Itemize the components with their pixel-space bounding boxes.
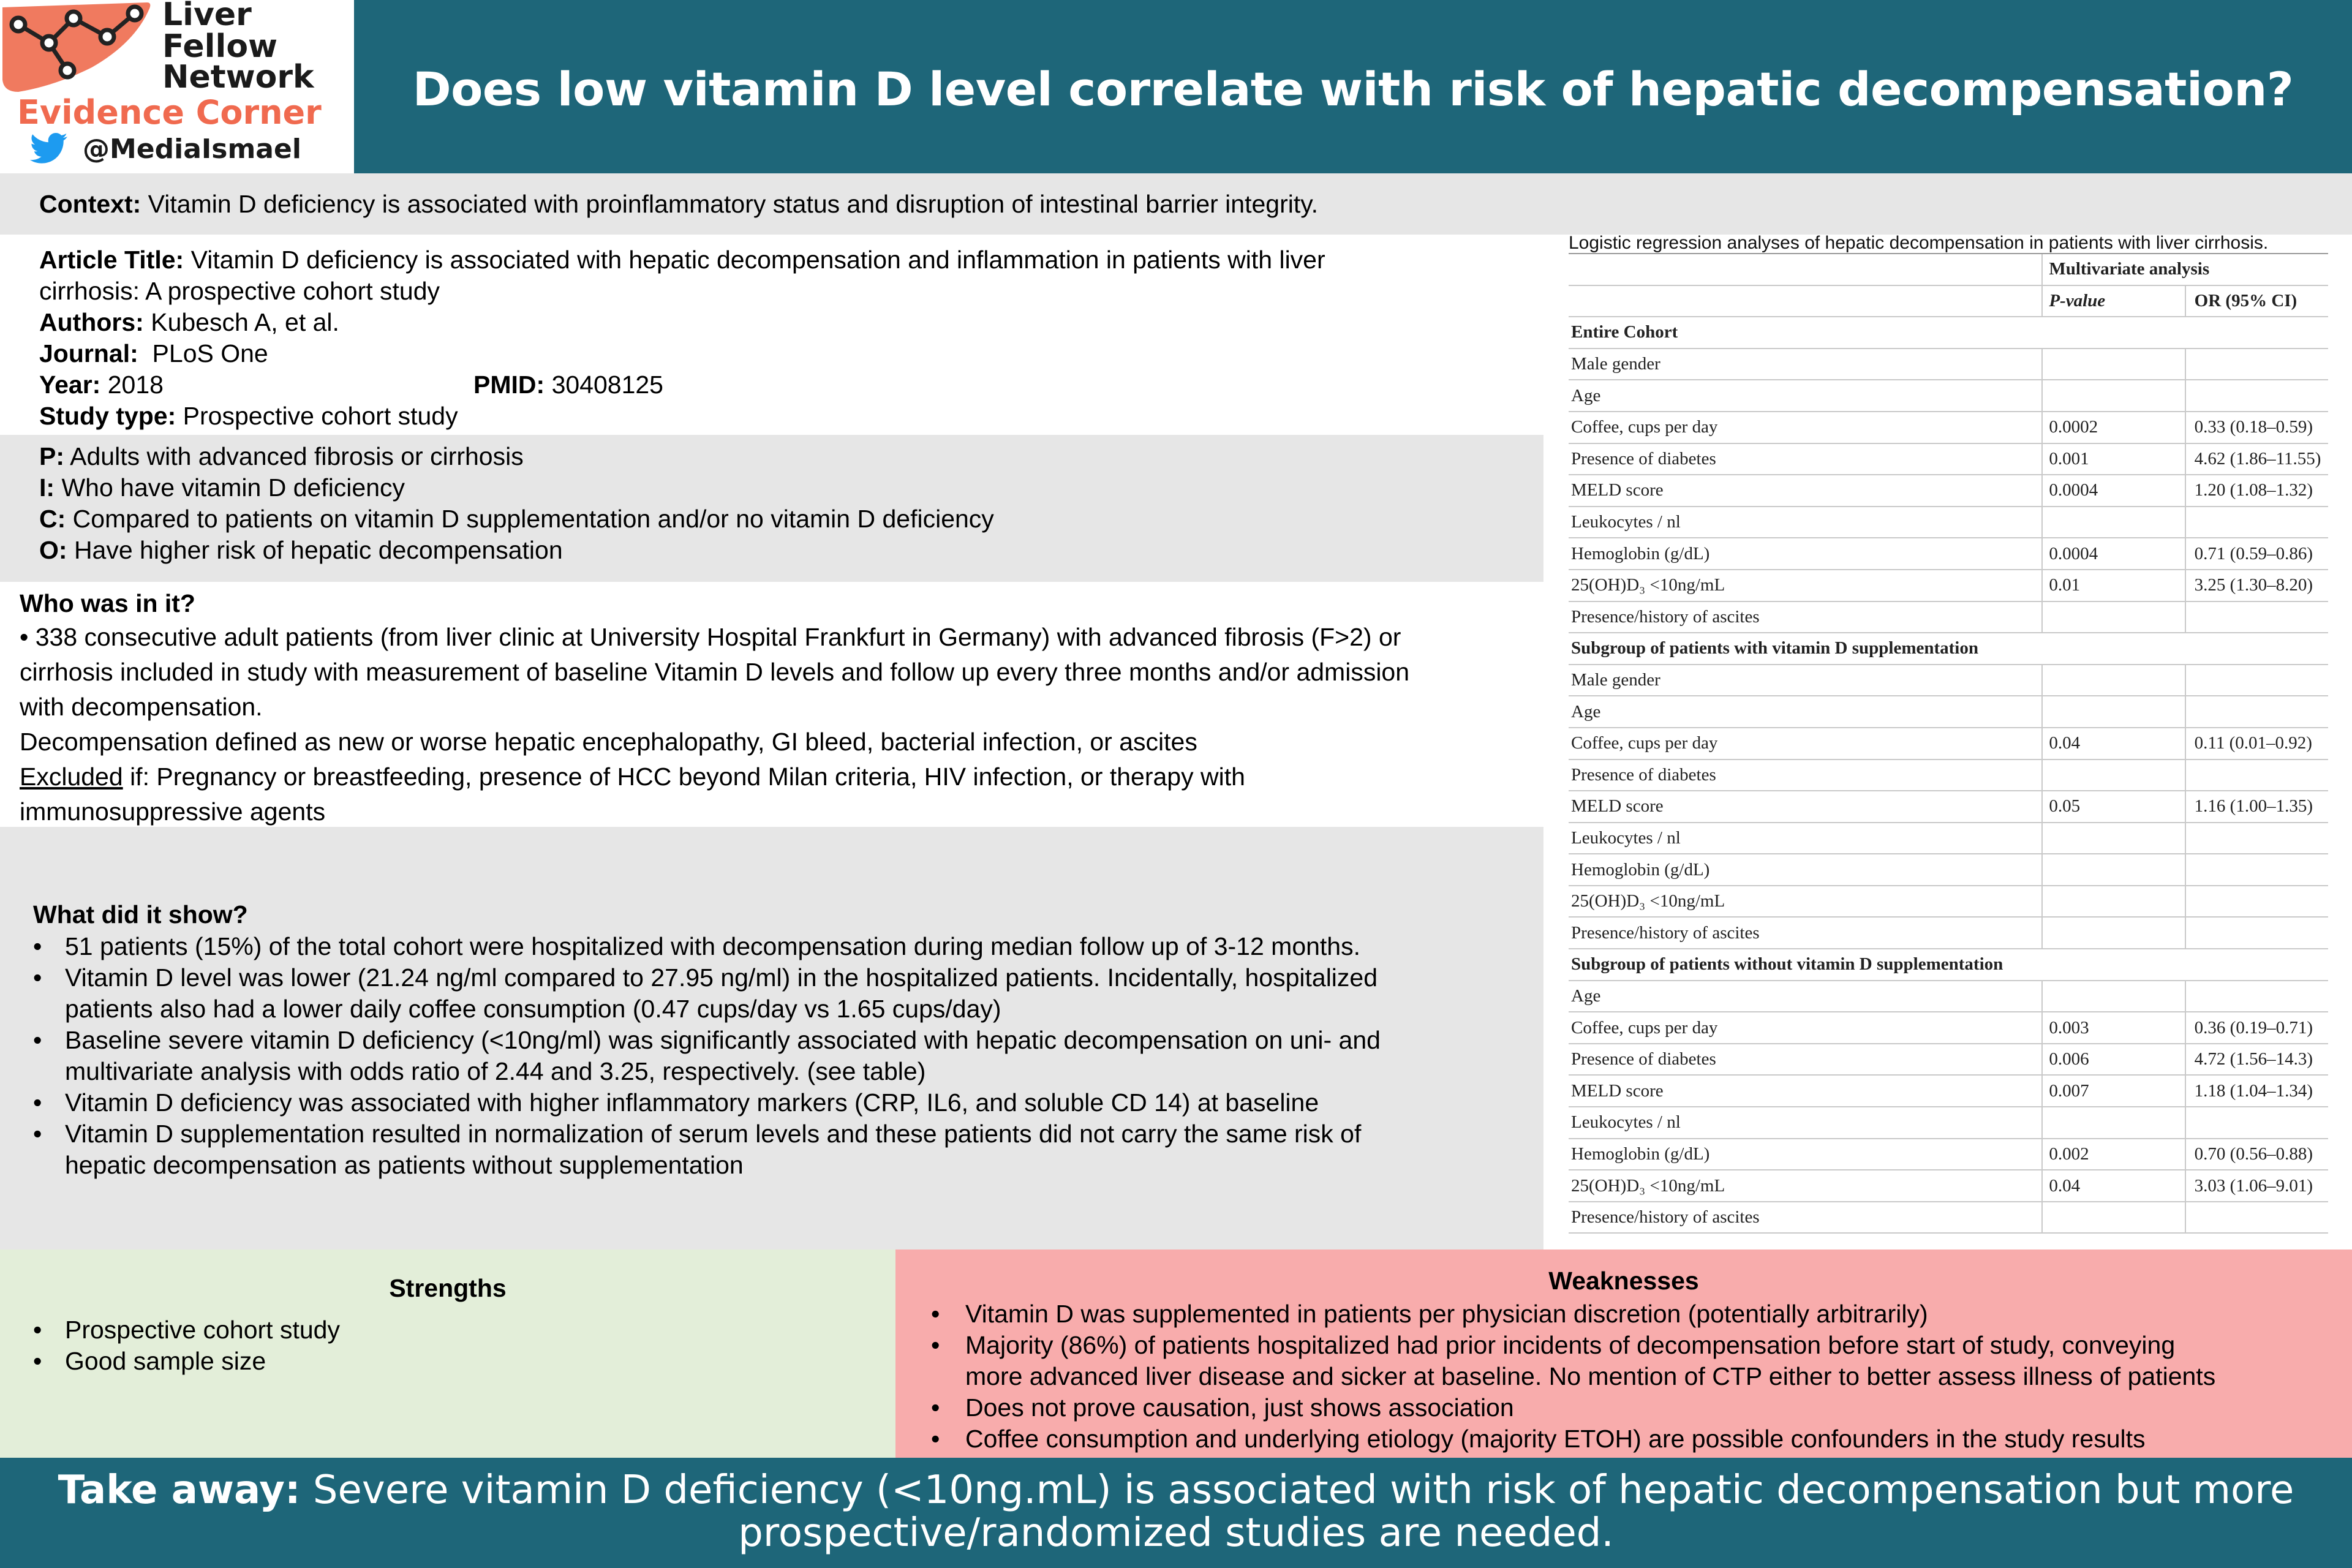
or-cell: 0.33 (0.18–0.59): [2185, 412, 2328, 443]
p-value-cell: [2042, 760, 2185, 791]
table-row: [1569, 1202, 2328, 1234]
row-label: Leukocytes / nl: [1569, 1107, 2042, 1139]
row-label: MELD score: [1569, 475, 2042, 507]
p-value-cell: [2042, 886, 2185, 918]
row-label: MELD score: [1569, 1075, 2042, 1107]
or-cell: [2185, 665, 2328, 696]
table-header-row: [1569, 254, 2328, 285]
who-line-2: cirrhosis included in study with measurement of baseline Vitamin D levels and follow up every three months and/or admission: [20, 658, 1410, 686]
who-line-4: Decompensation defined as new or worse hepatic encephalopathy, GI bleed, bacterial infection, or ascites: [20, 728, 1197, 756]
pico-o-label: O:: [39, 536, 67, 564]
table-header-group: Multivariate analysis: [2042, 254, 2328, 285]
or-cell: 1.16 (1.00–1.35): [2185, 791, 2328, 823]
article-title-label: Article Title:: [39, 246, 184, 274]
bullet-dot: •: [33, 1088, 42, 1117]
section-label: Entire Cohort: [1569, 317, 2328, 349]
or-cell: [2185, 349, 2328, 380]
result-item-line: patients also had a lower daily coffee consumption (0.47 cups/day vs 1.65 cups/day): [65, 995, 1001, 1023]
table-row: [1569, 1012, 2328, 1044]
regression-table: [1569, 253, 2328, 1234]
pico-i-label: I:: [39, 473, 55, 502]
table-row: [1569, 443, 2328, 475]
weakness-item-line: more advanced liver disease and sicker at baseline. No mention of CTP either to better assess illness of patients: [965, 1362, 2216, 1390]
or-cell: 4.72 (1.56–14.3): [2185, 1044, 2328, 1076]
row-label: Coffee, cups per day: [1569, 412, 2042, 443]
table-row: [1569, 791, 2328, 823]
context-section: [0, 173, 2352, 235]
authors-value: Kubesch A, et al.: [151, 308, 339, 336]
table-row: [1569, 570, 2328, 601]
row-label: 25(OH)D₃ <10ng/mL: [1569, 570, 2042, 601]
authors-label: Authors:: [39, 308, 144, 336]
result-item-line: Vitamin D level was lower (21.24 ng/ml compared to 27.95 ng/ml) in the hospitalized patients. Incidentally, hospitalized: [65, 963, 1378, 992]
table-row: [1569, 1075, 2328, 1107]
row-label: MELD score: [1569, 791, 2042, 823]
p-value-cell: 0.0004: [2042, 475, 2185, 507]
table-row: [1569, 1170, 2328, 1202]
or-cell: [2185, 917, 2328, 949]
table-row: [1569, 380, 2328, 412]
result-item-line: Vitamin D deficiency was associated with higher inflammatory markers (CRP, IL6, and soluble CD 14) at baseline: [65, 1088, 1319, 1117]
row-label: Hemoglobin (g/dL): [1569, 1139, 2042, 1170]
row-label: Presence of diabetes: [1569, 443, 2042, 475]
row-label: Male gender: [1569, 349, 2042, 380]
who-line-5: if: Pregnancy or breastfeeding, presence of HCC beyond Milan criteria, HIV infection, or therapy with: [123, 763, 1245, 791]
article-title-line2: cirrhosis: A prospective cohort study: [39, 277, 440, 305]
bullet-dot: •: [33, 963, 42, 992]
col-or: OR (95% CI): [2185, 285, 2328, 317]
or-cell: [2185, 380, 2328, 412]
pico-o-text: Have higher risk of hepatic decompensation: [74, 536, 563, 564]
or-cell: [2185, 823, 2328, 854]
bullet-dot: •: [33, 1316, 42, 1344]
logo-text-network: Network: [162, 59, 314, 96]
context-label: Context:: [39, 190, 141, 218]
pico-c-text: Compared to patients on vitamin D supplementation and/or no vitamin D deficiency: [72, 505, 994, 533]
journal-value: PLoS One: [152, 339, 268, 368]
logo-text-fellow: Fellow: [162, 28, 278, 65]
or-cell: [2185, 1107, 2328, 1139]
section-label: Subgroup of patients with vitamin D supplementation: [1569, 633, 2328, 665]
or-cell: [2185, 981, 2328, 1012]
takeaway-line1: Severe vitamin D deficiency (<10ng.mL) is associated with risk of hepatic decompensation but more: [300, 1468, 2294, 1513]
pmid-label: PMID:: [473, 371, 545, 399]
row-label: Presence/history of ascites: [1569, 1202, 2042, 1234]
who-line-1: • 338 consecutive adult patients (from liver clinic at University Hospital Frankfurt in Germany) with advanced fibrosis (F>2) or: [20, 623, 1401, 651]
p-value-cell: 0.0004: [2042, 538, 2185, 570]
p-value-cell: [2042, 507, 2185, 538]
p-value-cell: [2042, 1202, 2185, 1234]
row-label: Age: [1569, 981, 2042, 1012]
table-section-row: [1569, 949, 2328, 981]
journal-label: Journal:: [39, 339, 138, 368]
bullet-dot: •: [33, 932, 42, 960]
excluded-label: Excluded: [20, 763, 123, 791]
year-value: 2018: [107, 371, 164, 399]
table-row: [1569, 475, 2328, 507]
table-row: [1569, 760, 2328, 791]
or-cell: 0.11 (0.01–0.92): [2185, 728, 2328, 760]
table-row: [1569, 412, 2328, 443]
row-label: Leukocytes / nl: [1569, 507, 2042, 538]
bullet-dot: •: [931, 1425, 940, 1453]
row-label: Leukocytes / nl: [1569, 823, 2042, 854]
p-value-cell: 0.0002: [2042, 412, 2185, 443]
row-label: Coffee, cups per day: [1569, 728, 2042, 760]
twitter-icon: [29, 132, 69, 167]
who-heading: Who was in it?: [20, 589, 195, 617]
weaknesses-heading: Weaknesses: [1548, 1267, 1699, 1295]
or-cell: 0.71 (0.59–0.86): [2185, 538, 2328, 570]
p-value-cell: [2042, 601, 2185, 633]
article-title-line1: Vitamin D deficiency is associated with hepatic decompensation and inflammation in patients with liver: [190, 246, 1325, 274]
table-row: [1569, 1107, 2328, 1139]
takeaway-label: Take away:: [58, 1468, 301, 1513]
row-label: Hemoglobin (g/dL): [1569, 854, 2042, 886]
article-info-section: [0, 235, 1544, 435]
weaknesses-section: [895, 1250, 2352, 1458]
or-cell: 1.18 (1.04–1.34): [2185, 1075, 2328, 1107]
bullet-dot: •: [931, 1300, 940, 1328]
weakness-item-line: Does not prove causation, just shows association: [965, 1393, 1514, 1422]
study-type-value: Prospective cohort study: [183, 402, 458, 430]
logo-text-liver: Liver: [162, 0, 252, 33]
table-row: [1569, 1139, 2328, 1170]
p-value-cell: 0.05: [2042, 791, 2185, 823]
table-row: [1569, 349, 2328, 380]
title-banner: [354, 0, 2352, 173]
p-value-cell: 0.001: [2042, 443, 2185, 475]
takeaway-banner: [0, 1458, 2352, 1568]
pico-p-label: P:: [39, 442, 64, 470]
row-label: 25(OH)D₃ <10ng/mL: [1569, 886, 2042, 918]
p-value-cell: 0.002: [2042, 1139, 2185, 1170]
table-row: [1569, 696, 2328, 728]
or-cell: [2185, 1202, 2328, 1234]
row-label: Presence/history of ascites: [1569, 917, 2042, 949]
section-label: Subgroup of patients without vitamin D supplementation: [1569, 949, 2328, 981]
p-value-cell: [2042, 981, 2185, 1012]
liver-network-logo-icon: [0, 0, 153, 92]
or-cell: [2185, 760, 2328, 791]
result-item-line: Vitamin D supplementation resulted in normalization of serum levels and these patients did not carry the same risk of: [65, 1120, 1362, 1148]
bullet-dot: •: [931, 1331, 940, 1359]
table-row: [1569, 854, 2328, 886]
table-caption: Logistic regression analyses of hepatic decompensation in patients with liver cirrhosis.: [1569, 233, 2269, 253]
bullet-dot: •: [33, 1026, 42, 1054]
regression-table-figure: [1547, 227, 2337, 1243]
weakness-item-line: Vitamin D was supplemented in patients per physician discretion (potentially arbitrarily): [965, 1300, 1928, 1328]
bullet-dot: •: [33, 1120, 42, 1148]
row-label: Age: [1569, 380, 2042, 412]
who-line-6: immunosuppressive agents: [20, 797, 326, 826]
result-item-line: hepatic decompensation as patients without supplementation: [65, 1151, 744, 1179]
p-value-cell: [2042, 380, 2185, 412]
row-label: Male gender: [1569, 665, 2042, 696]
table-row: [1569, 917, 2328, 949]
table-row: [1569, 981, 2328, 1012]
or-cell: 0.36 (0.19–0.71): [2185, 1012, 2328, 1044]
table-row: [1569, 728, 2328, 760]
p-value-cell: [2042, 823, 2185, 854]
table-row: [1569, 507, 2328, 538]
or-cell: 3.03 (1.06–9.01): [2185, 1170, 2328, 1202]
p-value-cell: [2042, 696, 2185, 728]
p-value-cell: 0.04: [2042, 1170, 2185, 1202]
or-cell: [2185, 696, 2328, 728]
results-section: [0, 827, 1544, 1250]
p-value-cell: [2042, 665, 2185, 696]
pico-section: [0, 435, 1544, 582]
table-row: [1569, 665, 2328, 696]
or-cell: 1.20 (1.08–1.32): [2185, 475, 2328, 507]
evidence-corner-label: Evidence Corner: [17, 93, 322, 132]
row-label: Age: [1569, 696, 2042, 728]
p-value-cell: [2042, 349, 2185, 380]
strengths-section: [0, 1250, 895, 1458]
strength-item: Prospective cohort study: [65, 1316, 340, 1344]
table-row: [1569, 1044, 2328, 1076]
show-heading: What did it show?: [33, 900, 248, 929]
result-item-line: Baseline severe vitamin D deficiency (<10ng/ml) was significantly associated with hepatic decompensation on uni- and: [65, 1026, 1381, 1054]
strengths-heading: Strengths: [389, 1274, 507, 1302]
p-value-cell: 0.007: [2042, 1075, 2185, 1107]
result-item-line: multivariate analysis with odds ratio of 2.44 and 3.25, respectively. (see table): [65, 1057, 926, 1085]
col-p-value: P-value: [2049, 290, 2106, 311]
context-text: Vitamin D deficiency is associated with proinflammatory status and disruption of intestinal barrier integrity.: [148, 190, 1319, 218]
takeaway-line2: prospective/randomized studies are needed.: [738, 1510, 1614, 1556]
or-cell: 3.25 (1.30–8.20): [2185, 570, 2328, 601]
or-cell: [2185, 886, 2328, 918]
table-section-row: [1569, 633, 2328, 665]
who-line-3: with decompensation.: [20, 693, 263, 721]
population-section: [0, 582, 1544, 827]
p-value-cell: [2042, 854, 2185, 886]
pico-c-label: C:: [39, 505, 66, 533]
table-row: [1569, 886, 2328, 918]
twitter-handle[interactable]: @MediaIsmael: [83, 134, 301, 165]
row-label: Coffee, cups per day: [1569, 1012, 2042, 1044]
table-row: [1569, 823, 2328, 854]
table-section-row: [1569, 317, 2328, 349]
pico-p-text: Adults with advanced fibrosis or cirrhosis: [70, 442, 524, 470]
weakness-item-line: Coffee consumption and underlying etiology (majority ETOH) are possible confounders in the study results: [965, 1425, 2146, 1453]
logo-area: [0, 0, 354, 173]
p-value-cell: 0.01: [2042, 570, 2185, 601]
or-cell: [2185, 601, 2328, 633]
table-row: [1569, 601, 2328, 633]
or-cell: [2185, 854, 2328, 886]
table-subheader-row: [1569, 285, 2328, 317]
or-cell: 4.62 (1.86–11.55): [2185, 443, 2328, 475]
year-label: Year:: [39, 371, 101, 399]
study-type-label: Study type:: [39, 402, 176, 430]
strength-item: Good sample size: [65, 1347, 266, 1375]
p-value-cell: [2042, 1107, 2185, 1139]
result-item-line: 51 patients (15%) of the total cohort were hospitalized with decompensation during median follow up of 3-12 months.: [65, 932, 1361, 960]
row-label: Hemoglobin (g/dL): [1569, 538, 2042, 570]
p-value-cell: [2042, 917, 2185, 949]
row-label: 25(OH)D₃ <10ng/mL: [1569, 1170, 2042, 1202]
page-title: Does low vitamin D level correlate with risk of hepatic decompensation?: [412, 62, 2294, 116]
row-label: Presence of diabetes: [1569, 760, 2042, 791]
table-row: [1569, 538, 2328, 570]
p-value-cell: 0.006: [2042, 1044, 2185, 1076]
row-label: Presence of diabetes: [1569, 1044, 2042, 1076]
row-label: Presence/history of ascites: [1569, 601, 2042, 633]
pico-i-text: Who have vitamin D deficiency: [61, 473, 405, 502]
bullet-dot: •: [33, 1347, 42, 1375]
weakness-item-line: Majority (86%) of patients hospitalized had prior incidents of decompensation before start of study, conveying: [965, 1331, 2176, 1359]
or-cell: 0.70 (0.56–0.88): [2185, 1139, 2328, 1170]
pmid-value: 30408125: [551, 371, 663, 399]
p-value-cell: 0.04: [2042, 728, 2185, 760]
bullet-dot: •: [931, 1393, 940, 1422]
p-value-cell: 0.003: [2042, 1012, 2185, 1044]
or-cell: [2185, 507, 2328, 538]
